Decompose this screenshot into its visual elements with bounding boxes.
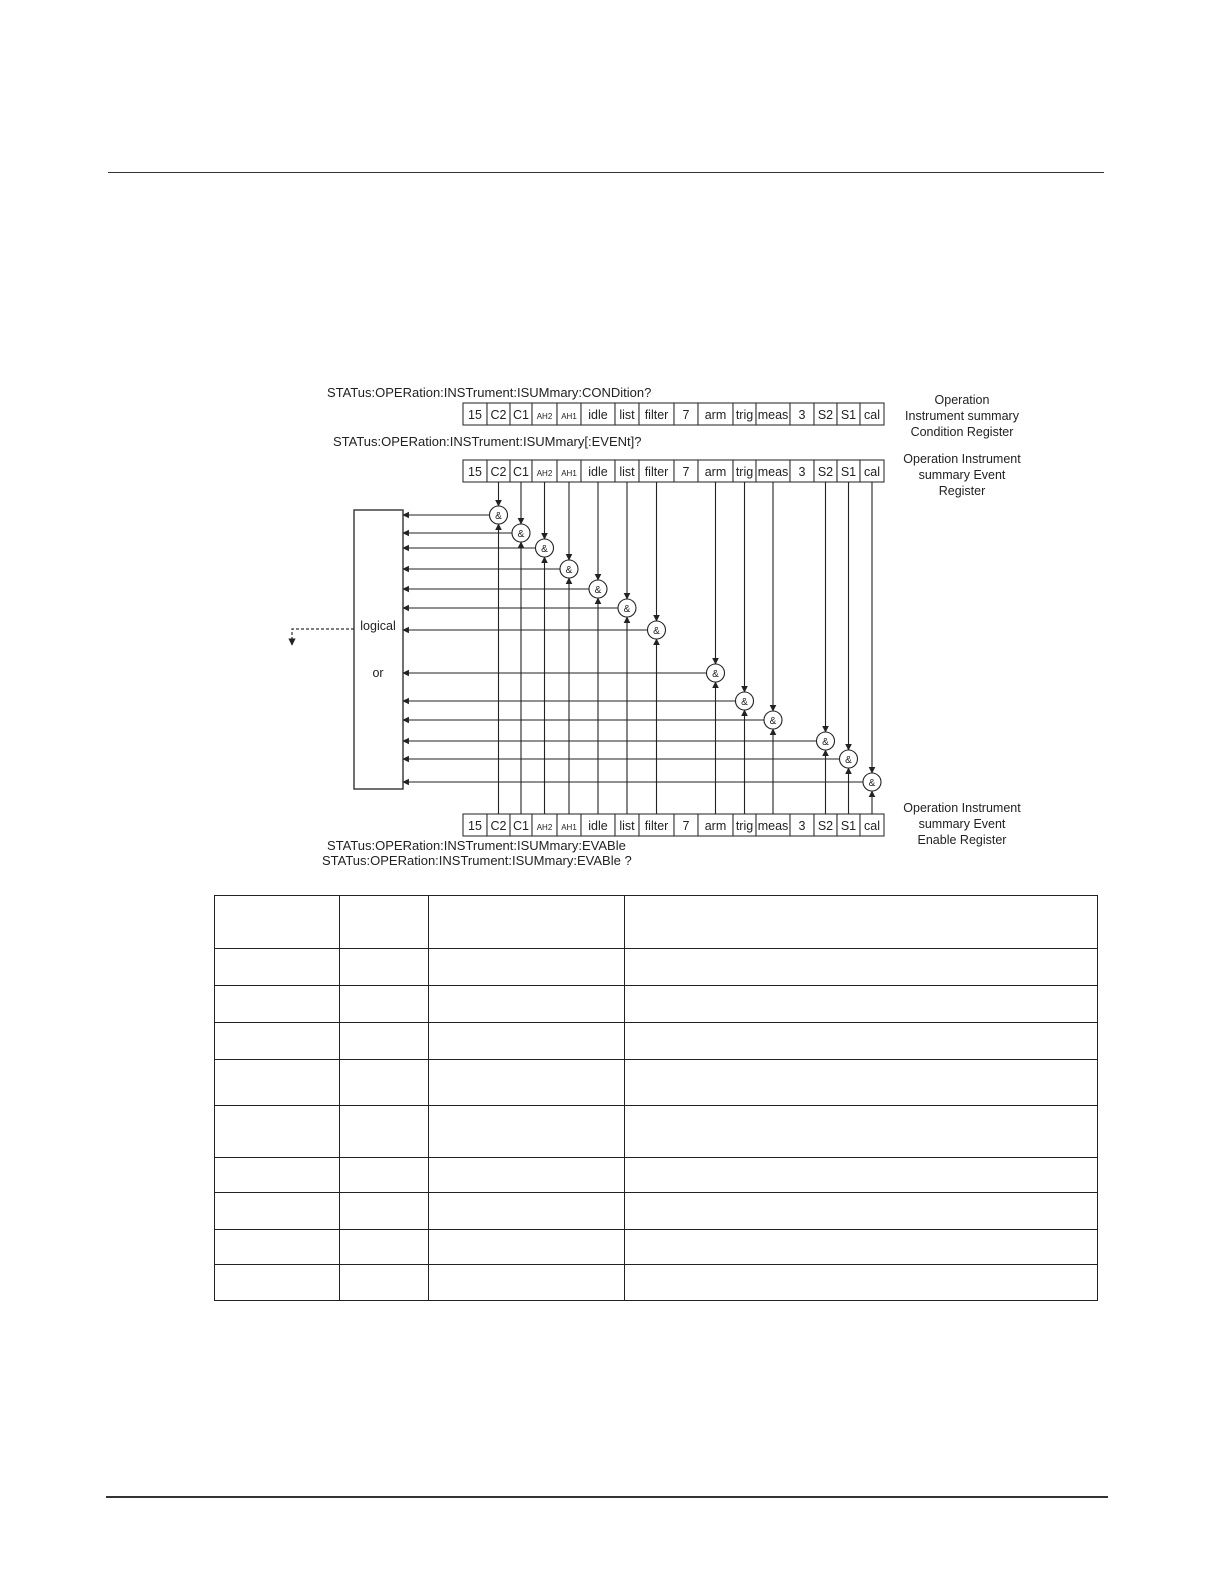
table-cell: [429, 1230, 625, 1265]
table-row: [215, 896, 1098, 949]
and-gate-symbol: &: [495, 511, 502, 522]
summary-output-arrow: [292, 629, 354, 645]
enable-register-bit-label: trig: [735, 819, 754, 833]
event-register-bit-label: 3: [798, 465, 806, 479]
table-cell: [215, 986, 340, 1023]
table-cell: [215, 1193, 340, 1230]
table-cell: [215, 1265, 340, 1301]
event-register-label-line: Register: [938, 484, 986, 498]
table-row: [215, 1265, 1098, 1301]
condition-register-bit-label: cal: [864, 408, 880, 422]
table-cell: [429, 1023, 625, 1060]
condition-register-bit-label: list: [619, 408, 635, 422]
table-cell: [429, 986, 625, 1023]
condition-register-bit-label: S1: [840, 408, 857, 422]
table-cell: [215, 1023, 340, 1060]
event-register-bit-label: arm: [704, 465, 727, 479]
condition-register-bit-label: C2: [490, 408, 507, 422]
event-register-bit-label: idle: [588, 465, 608, 479]
table-cell: [429, 1265, 625, 1301]
enable-set-command: STATus:OPERation:INSTrument:ISUMmary:EVABle: [327, 838, 626, 853]
table-cell: [215, 1060, 340, 1106]
enable-register-bit-label: AH1: [561, 823, 577, 832]
table-cell: [340, 1265, 429, 1301]
event-register-bit-label: C1: [513, 465, 529, 479]
table-cell: [215, 1230, 340, 1265]
enable-register-bit-label: idle: [588, 819, 608, 833]
event-register-label: [903, 452, 1021, 498]
table-cell: [340, 1193, 429, 1230]
table-row: [215, 949, 1098, 986]
and-gate-symbol: &: [541, 544, 548, 555]
table-cell: [429, 949, 625, 986]
event-register-bit-label: 7: [682, 465, 690, 479]
table-cell: [340, 949, 429, 986]
table-cell: [340, 1106, 429, 1158]
condition-register-bit-label: 15: [468, 408, 482, 422]
condition-query-command: STATus:OPERation:INSTrument:ISUMmary:CONDition?: [327, 385, 652, 400]
table-cell: [429, 1106, 625, 1158]
enable-register-bit-label: S2: [817, 819, 834, 833]
and-gate-symbol: &: [712, 669, 719, 680]
enable-register-bit-label: C1: [513, 819, 529, 833]
condition-register-bit-label: idle: [588, 408, 608, 422]
event-register-bit-label: S1: [840, 465, 857, 479]
condition-register-bit-label: 7: [682, 408, 690, 422]
enable-register-bit-label: arm: [704, 819, 727, 833]
event-register-bit-label: cal: [864, 465, 880, 479]
bit-description-table: [214, 895, 1098, 1301]
bottom-rule: [106, 1496, 1108, 1498]
condition-register: [463, 403, 884, 425]
table-cell: [340, 1060, 429, 1106]
table-cell: [625, 1193, 1098, 1230]
table-row: [215, 1193, 1098, 1230]
table-cell: [625, 1158, 1098, 1193]
table-row: [215, 1106, 1098, 1158]
event-register-bit-label: C2: [490, 465, 507, 479]
enable-register-label: [903, 801, 1021, 847]
enable-register-bit-label: cal: [864, 819, 880, 833]
condition-register-bit-label: trig: [735, 408, 754, 422]
event-register-bit-label: AH2: [536, 469, 553, 478]
event-register-label-line: summary Event: [918, 468, 1006, 482]
table-cell: [215, 1158, 340, 1193]
table-cell: [215, 1106, 340, 1158]
and-gate-symbol: &: [565, 565, 573, 576]
event-register-bit-label: AH1: [561, 469, 577, 478]
event-register-bit-label: trig: [735, 465, 754, 479]
enable-query-command: STATus:OPERation:INSTrument:ISUMmary:EVABle ?: [322, 853, 632, 868]
table-cell: [625, 1060, 1098, 1106]
table-cell: [625, 1106, 1098, 1158]
enable-register-bit-label: AH2: [536, 823, 553, 832]
and-gate-symbol: &: [845, 755, 852, 766]
table-cell: [625, 1230, 1098, 1265]
and-gate-symbol: &: [517, 529, 525, 540]
condition-register-bit-label: meas: [757, 408, 789, 422]
table-row: [215, 1023, 1098, 1060]
event-register-label-line: Operation Instrument: [903, 452, 1021, 466]
table-cell: [625, 949, 1098, 986]
table-cell: [340, 896, 429, 949]
table-row: [215, 986, 1098, 1023]
condition-register-bit-label: AH1: [561, 412, 577, 421]
enable-register: [463, 814, 884, 836]
table-cell: [215, 949, 340, 986]
condition-register-bit-label: C1: [513, 408, 529, 422]
signal-wires: [403, 482, 872, 814]
and-gate-symbol: &: [594, 585, 602, 596]
event-query-command: STATus:OPERation:INSTrument:ISUMmary[:EVENt]?: [333, 434, 642, 449]
table-cell: [340, 1230, 429, 1265]
event-register-bit-label: 15: [468, 465, 482, 479]
table-cell: [215, 896, 340, 949]
table-row: [215, 1060, 1098, 1106]
condition-register-label-line: Condition Register: [910, 425, 1014, 439]
condition-register-label-line: Instrument summary: [905, 409, 1019, 423]
table-cell: [429, 1193, 625, 1230]
and-gate-symbol: &: [868, 778, 876, 789]
condition-register-bit-label: 3: [798, 408, 806, 422]
and-gate-symbol: &: [741, 697, 748, 708]
table-cell: [429, 1060, 625, 1106]
table-cell: [625, 896, 1098, 949]
enable-register-bit-label: list: [619, 819, 635, 833]
condition-register-label: [905, 393, 1020, 439]
table-row: [215, 1230, 1098, 1265]
event-register-bit-label: list: [619, 465, 635, 479]
table-cell: [625, 1265, 1098, 1301]
and-gates: [490, 506, 882, 791]
table-cell: [429, 896, 625, 949]
enable-register-label-line: Enable Register: [917, 833, 1007, 847]
condition-register-bit-label: arm: [704, 408, 727, 422]
condition-register-bit-label: AH2: [536, 412, 553, 421]
event-register-bit-label: meas: [757, 465, 789, 479]
table-cell: [340, 986, 429, 1023]
table-cell: [429, 1158, 625, 1193]
event-register-bit-label: S2: [817, 465, 834, 479]
enable-register-bit-label: 7: [682, 819, 690, 833]
table-cell: [625, 986, 1098, 1023]
enable-register-bit-label: S1: [840, 819, 857, 833]
enable-register-label-line: Operation Instrument: [903, 801, 1021, 815]
and-gate-symbol: &: [653, 626, 660, 637]
table-cell: [340, 1158, 429, 1193]
enable-register-bit-label: 3: [798, 819, 806, 833]
logical-or-box: [354, 510, 403, 789]
table-cell: [340, 1023, 429, 1060]
event-register-bit-label: filter: [644, 465, 669, 479]
and-gate-symbol: &: [822, 737, 829, 748]
and-gate-symbol: &: [623, 604, 631, 615]
condition-register-bit-label: S2: [817, 408, 834, 422]
enable-register-bit-label: meas: [757, 819, 789, 833]
enable-register-bit-label: C2: [490, 819, 507, 833]
event-register: [463, 460, 884, 482]
logical-or-label-line1: logical: [360, 619, 396, 633]
condition-register-label-line: Operation: [934, 393, 990, 407]
enable-register-label-line: summary Event: [918, 817, 1006, 831]
and-gate-symbol: &: [769, 716, 777, 727]
logical-or-label-line2: or: [372, 666, 384, 680]
enable-register-bit-label: filter: [644, 819, 669, 833]
enable-register-bit-label: 15: [468, 819, 482, 833]
table-cell: [625, 1023, 1098, 1060]
table-row: [215, 1158, 1098, 1193]
condition-register-bit-label: filter: [644, 408, 669, 422]
